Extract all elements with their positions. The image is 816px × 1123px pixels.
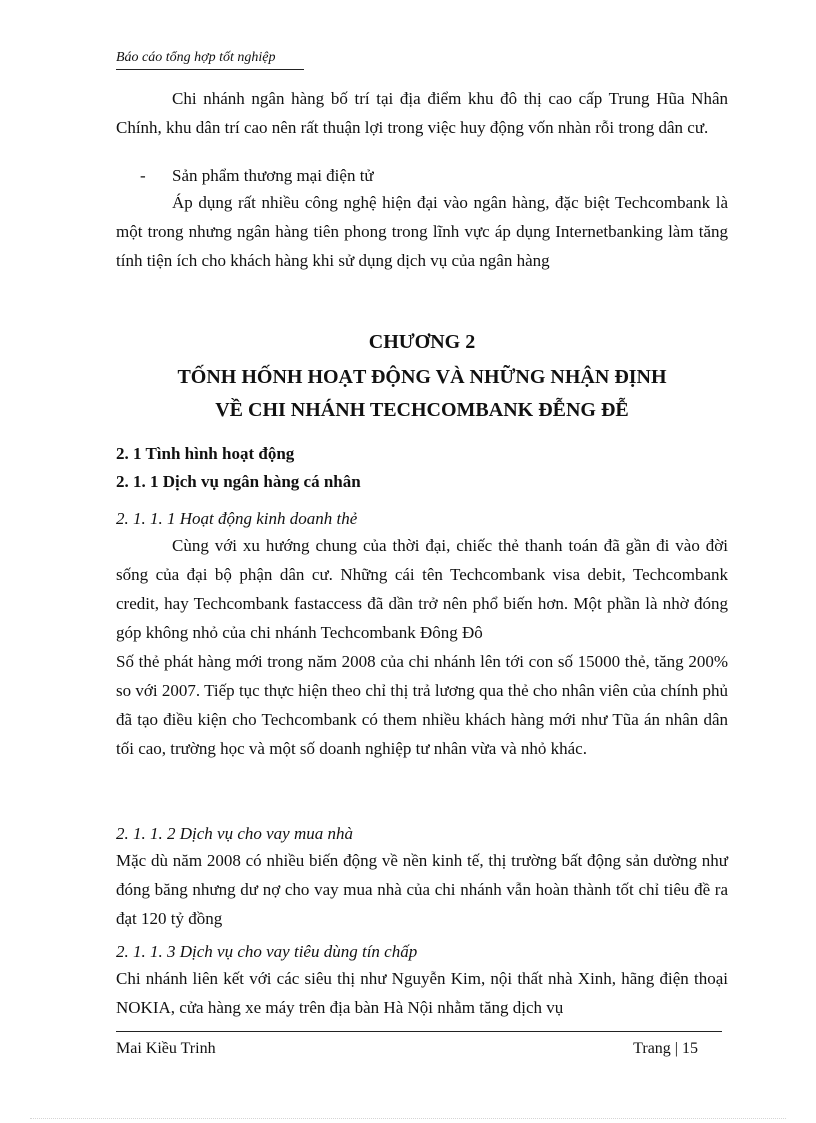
paragraph-consumer-loan: Chi nhánh liên kết với các siêu thị như Nguyễn Kim, nội thất nhà Xinh, hãng điện thoại NOKIA, cửa hàng xe máy trên địa bàn Hà Nội nhằm tăng dịch vụ — [116, 969, 728, 1017]
running-header: Báo cáo tổng hợp tốt nghiệp — [116, 50, 276, 65]
subsection-heading-card-business: 2. 1. 1. 1 Hoạt động kinh doanh thẻ — [116, 509, 358, 528]
section-heading-2-1-1: 2. 1. 1 Dịch vụ ngân hàng cá nhân — [116, 472, 361, 491]
header-rule — [116, 69, 304, 70]
paragraph-branch-location: Chi nhánh ngân hàng bố trí tại địa điểm khu đô thị cao cấp Trung Hũa Nhân Chính, khu dân trí cao nên rất thuận lợi trong việc huy động vốn nhàn rỗi trong dân cư. — [116, 89, 728, 137]
paragraph-mortgage: Mặc dù năm 2008 có nhiều biến động về nền kinh tế, thị trường bất động sản dường như đóng băng nhưng dư nợ cho vay mua nhà của chi nhánh vẫn hoàn thành tốt chỉ tiêu đề ra đạt 120 tỷ đồng — [116, 851, 728, 928]
chapter-title-line2: VỀ CHI NHÁNH TECHCOMBANK ĐỄNG ĐỄ — [215, 399, 629, 421]
footer-rule — [116, 1031, 722, 1032]
subsection-heading-consumer-loan: 2. 1. 1. 3 Dịch vụ cho vay tiêu dùng tín chấp — [116, 942, 418, 961]
subsection-heading-mortgage: 2. 1. 1. 2 Dịch vụ cho vay mua nhà — [116, 824, 354, 843]
paragraph-card-trend: Cùng với xu hướng chung của thời đại, chiếc thẻ thanh toán đã gần đi vào đời sống của đại bộ phận dân cư. Những cái tên Techcombank visa debit, Techcombank credit, hay Techcombank fastaccess đã dần trở nên phổ biến hơn. Một phần là nhờ đóng góp không nhỏ của chi nhánh Techcombank Đông Đô — [116, 536, 728, 642]
chapter-label: CHƯƠNG 2 — [368, 331, 476, 353]
footer-page-number: Trang | 15 — [633, 1040, 698, 1057]
bullet-text: Sản phẩm thương mại điện tử — [172, 166, 374, 185]
footer-author: Mai Kiều Trinh — [116, 1040, 216, 1057]
chapter-title-line1: TỐNH HỐNH HOẠT ĐỘNG VÀ NHỮNG NHẬN ĐỊNH — [177, 366, 667, 388]
bullet-dash: - — [140, 166, 146, 185]
page-bottom-dotted-line — [30, 1118, 786, 1119]
paragraph-e-commerce: Áp dụng rất nhiều công nghệ hiện đại vào ngân hàng, đặc biệt Techcombank là một trong nhưng ngân hàng tiên phong trong lĩnh vực áp dụng Internetbanking làm tăng tính tiện ích cho khách hàng khi sử dụng dịch vụ của ngân hàng — [116, 193, 728, 270]
bullet-item — [140, 161, 374, 190]
section-heading-2-1: 2. 1 Tình hình hoạt động — [116, 444, 295, 463]
paragraph-card-stats: Số thẻ phát hàng mới trong năm 2008 của chi nhánh lên tới con số 15000 thẻ, tăng 200% so với 2007. Tiếp tục thực hiện theo chỉ thị trả lương qua thẻ cho nhân viên của chính phủ đã tạo điều kiện cho Techcombank có them nhiều khách hàng mới như Tũa án nhân dân tối cao, trường học và một số doanh nghiệp tư nhân vừa và nhỏ khác. — [116, 652, 728, 758]
